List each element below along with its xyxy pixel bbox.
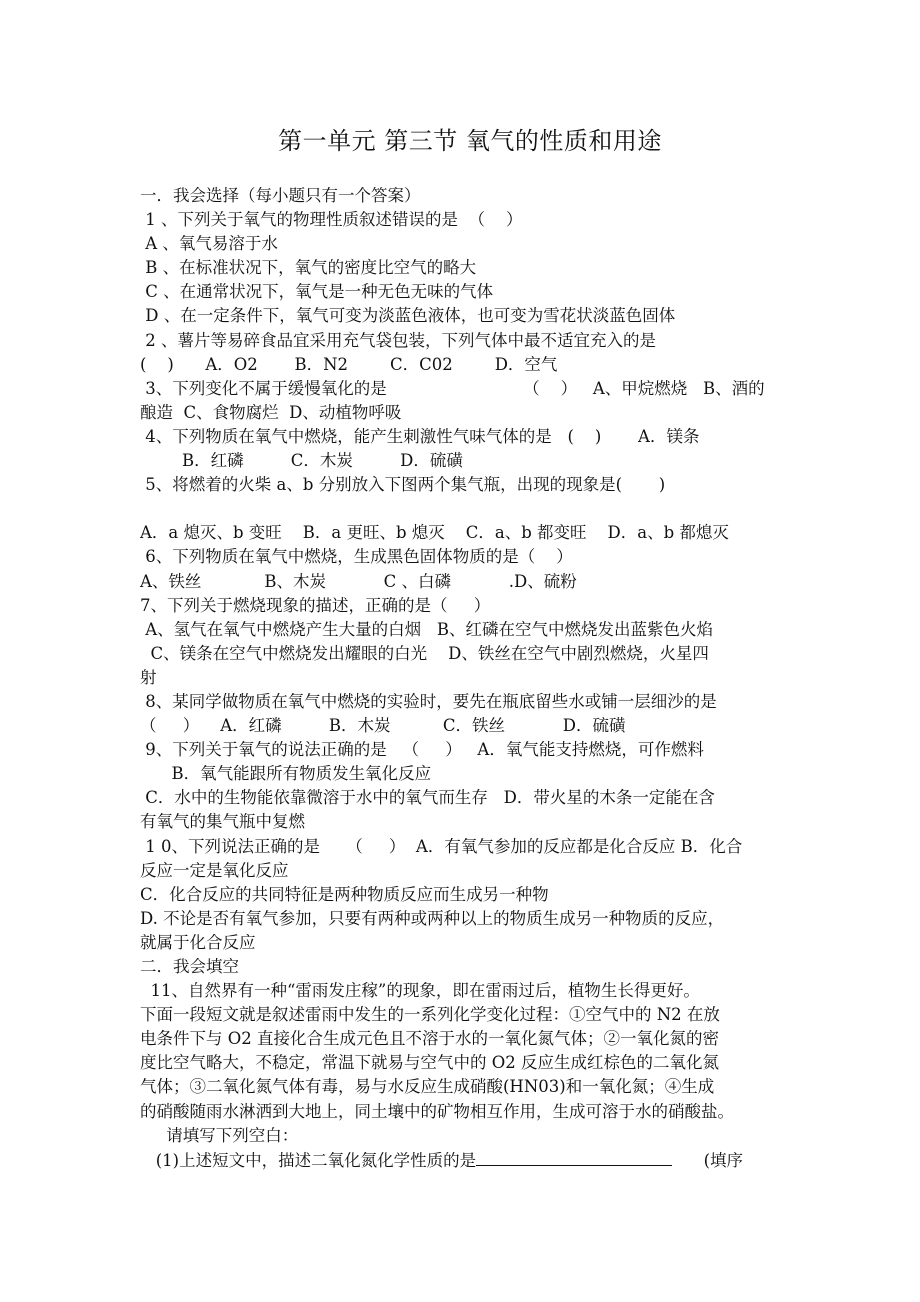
paragraph-line: 的硝酸随雨水淋洒到大地上，同土壤中的矿物相互作用，生成可溶于水的硝酸盐。 — [140, 1101, 734, 1121]
question-line: 4、下列物质在氧气中燃烧，能产生刺激性气味气体的是 ( ) A．镁条 — [140, 426, 700, 446]
option-line: A、氢气在氧气中燃烧产生大量的白烟 B、红磷在空气中燃烧发出蓝紫色火焰 — [140, 619, 714, 639]
option-line: C、镁条在空气中燃烧发出耀眼的白光 D、铁丝在空气中剧烈燃烧，火星四 — [140, 643, 709, 663]
question-line: 8、某同学做物质在氧气中燃烧的实验时，要先在瓶底留些水或铺一层细沙的是 — [140, 691, 717, 711]
figure-gap — [140, 497, 782, 521]
paragraph-line: 11、自然界有一种“雷雨发庄稼”的现象，即在雷雨过后，植物生长得更好。 — [140, 981, 700, 1001]
option-line: 反应一定是氧化反应 — [140, 860, 289, 880]
option-line: 酿造 C、食物腐烂 D、动植物呼吸 — [140, 402, 402, 422]
fill-in-prompt: (1)上述短文中，描述二氧化氮化学性质的是 — [140, 1150, 477, 1170]
question-line: 1 0、下列说法正确的是 （ ） A．有氧气参加的反应都是化合反应 B．化合 — [140, 836, 743, 856]
question-line: 5、将燃着的火柴 a、b 分别放入下图两个集气瓶，出现的现象是( ) — [140, 475, 666, 495]
option-line: B．氧气能跟所有物质发生氧化反应 — [140, 764, 432, 784]
option-line: C 、在通常状况下，氧气是一种无色无味的气体 — [140, 282, 494, 302]
question-line: 2 、薯片等易碎食品宜采用充气袋包装，下列气体中最不适宜充入的是 — [140, 330, 656, 350]
document-body — [140, 184, 782, 1172]
section-heading: 二．我会填空 — [140, 957, 239, 976]
question-line: 3、下列变化不属于缓慢氧化的是 （ ） A、甲烷燃烧 B、酒的 — [140, 378, 765, 398]
question-line: 1 、下列关于氧气的物理性质叙述错误的是 （ ） — [140, 210, 523, 230]
option-line: ( ) A．O2 B．N2 C．C02 D．空气 — [140, 354, 558, 374]
paragraph-line: 气体；③二氧化氮气体有毒，易与水反应生成硝酸(HN03)和一氧化氮；④生成 — [140, 1077, 715, 1097]
fill-in-suffix: (填序 — [672, 1150, 744, 1170]
section-heading: 一．我会选择（每小题只有一个答案） — [140, 186, 421, 205]
option-line: D 、在一定条件下，氧气可变为淡蓝色液体，也可变为雪花状淡蓝色固体 — [140, 306, 676, 326]
option-line: A、铁丝 B、木炭 C 、白磷 .D、硫粉 — [140, 571, 577, 591]
page-title: 第一单元 第三节 氧气的性质和用途 — [278, 127, 662, 155]
paragraph-line: 下面一段短文就是叙述雷雨中发生的一系列化学变化过程：①空气中的 N2 在放 — [140, 1005, 720, 1025]
question-line: 7、下列关于燃烧现象的描述，正确的是（ ） — [140, 595, 491, 615]
fill-in-line — [140, 1148, 782, 1172]
option-line: 射 — [140, 667, 157, 687]
instruction-line: 请填写下列空白： — [140, 1125, 299, 1145]
option-line: C．水中的生物能依靠微溶于水中的氧气而生存 D．带火星的木条一定能在含 — [140, 788, 715, 808]
option-line: （ ） A．红磷 B．木炭 C．铁丝 D．硫磺 — [140, 716, 626, 736]
option-line: C．化合反应的共同特征是两种物质反应而生成另一种物 — [140, 884, 549, 904]
paragraph-line: 度比空气略大，不稳定，常温下就易与空气中的 O2 反应生成红棕色的二氧化氮 — [140, 1053, 720, 1073]
option-line: B 、在标准状况下，氧气的密度比空气的略大 — [140, 258, 477, 278]
paragraph-line: 电条件下与 O2 直接化合生成元色且不溶于水的一氧化氮气体；②一氧化氮的密 — [140, 1029, 720, 1049]
option-line: A 、氧气易溶于水 — [140, 234, 278, 254]
question-line: 6、下列物质在氧气中燃烧，生成黑色固体物质的是（ ） — [140, 547, 573, 567]
option-line: D. 不论是否有氧气参加，只要有两种或两种以上的物质生成另一种物质的反应， — [140, 908, 725, 928]
option-line: 就属于化合反应 — [140, 932, 256, 952]
answer-blank[interactable] — [476, 1148, 672, 1166]
question-line: 9、下列关于氧气的说法正确的是 （ ） A．氧气能支持燃烧，可作燃料 — [140, 740, 704, 760]
option-line: A．a 熄灭、b 变旺 B．a 更旺、b 熄灭 C．a、b 都变旺 D．a、b 都熄灭 — [140, 523, 729, 543]
option-line: B．红磷 C．木炭 D．硫磺 — [140, 451, 463, 471]
option-line: 有氧气的集气瓶中复燃 — [140, 812, 305, 832]
